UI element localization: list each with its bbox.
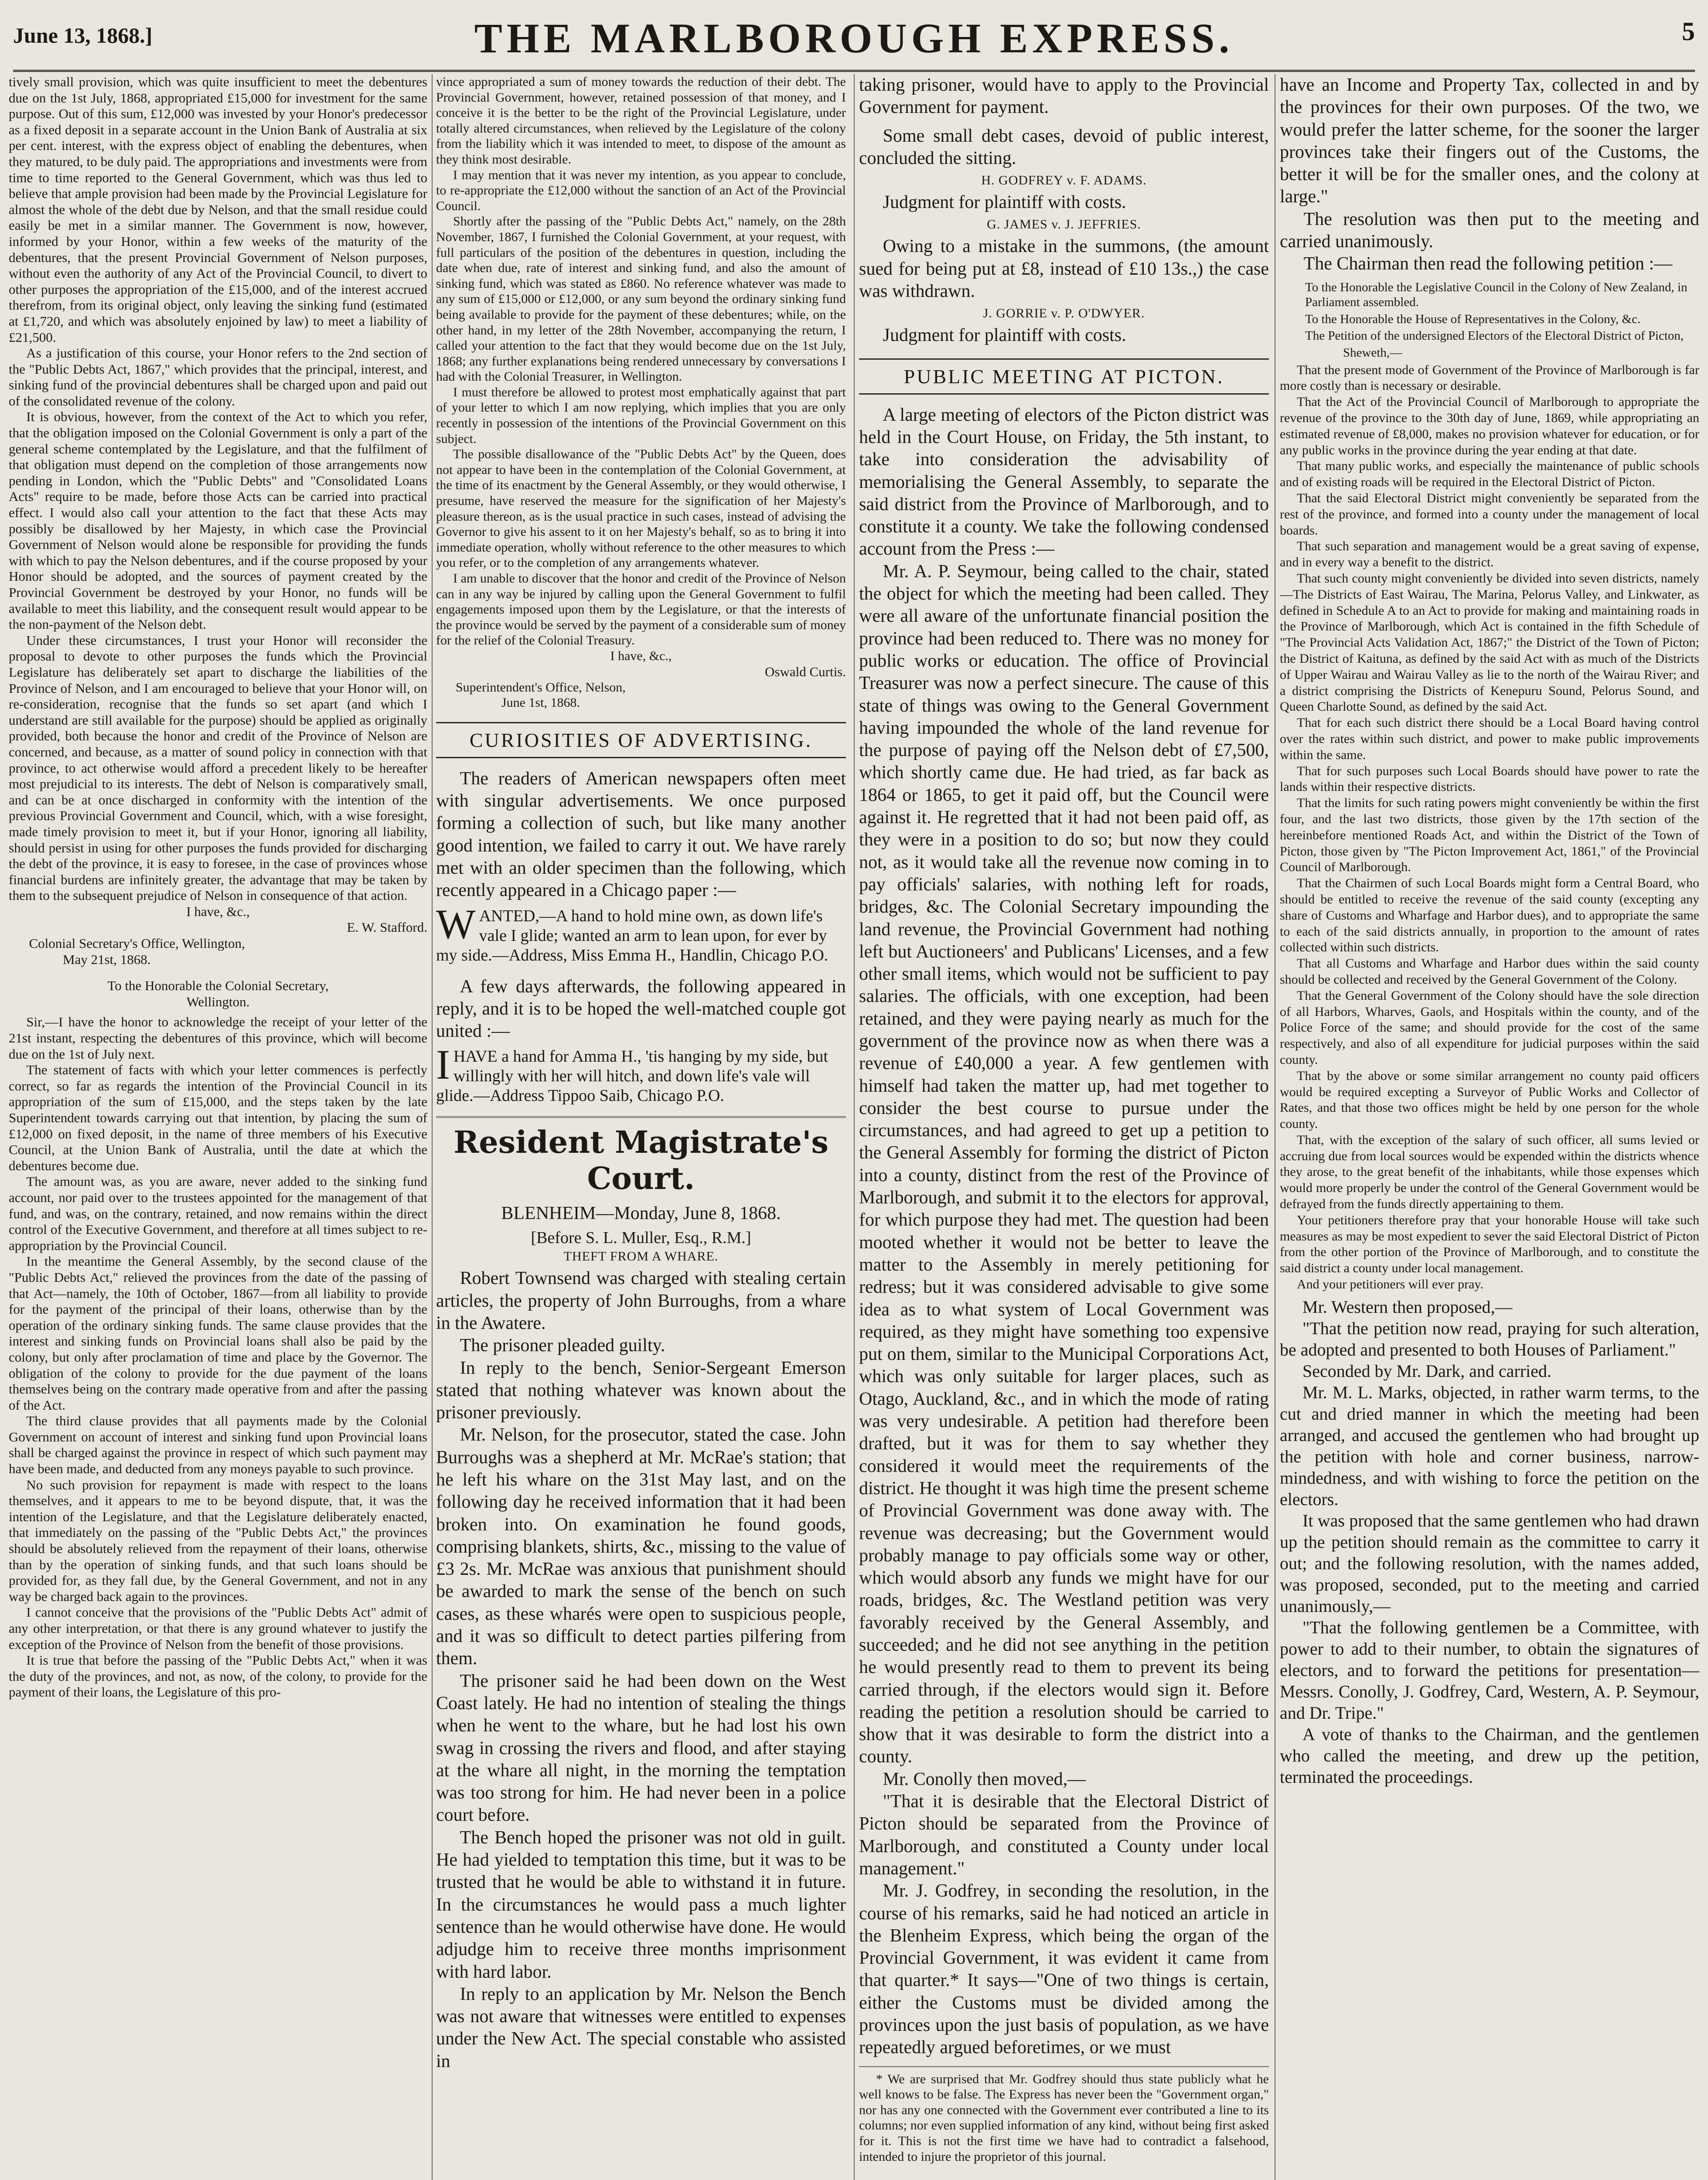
column-4 [1280, 74, 1699, 2180]
addressee-place: Wellington. [186, 994, 250, 1009]
court-date: BLENHEIM—Monday, June 8, 1868. [501, 1203, 781, 1224]
paragraph: I cannot conceive that the provisions of the "Public Debts Act" admit of any other interpretation, or that there is any ground whatever to justify the exception of the Province of Nelson from the benefit of those provisions. [9, 1604, 427, 1652]
letter-signer: Oswald Curtis. [765, 664, 846, 679]
issue-date: June 13, 1868.] [13, 23, 153, 48]
paragraph: The Bench hoped the prisoner was not old in guilt. He had yielded to temptation this time, but it was to be trusted that he would be able to withstand it in future. In the circumstances he would pass a much lighter sentence than he would otherwise have done. He would adjudge him to receive three months imprisonment with hard labor. [436, 1827, 846, 1982]
petition-clause: That the Act of the Provincial Council of Marlborough to appropriate the revenue of the province to the 30th day of June, 1869, while appropriating an estimated revenue of £8,000, makes no provision whatever for education, or for any public works in the province during the year ending at that date. [1280, 395, 1699, 457]
case-title: J. GORRIE v. P. O'DWYER. [983, 306, 1145, 321]
case-title: THEFT FROM A WHARE. [563, 1249, 719, 1264]
paragraph: tively small provision, which was quite insufficient to meet the debentures due on the 1st July, 1868, appropriated £15,000 for investment for the same purpose. Out of this sum, £12,000 was invested by your Honor's predecessor as a fixed deposit in a separate account in the Union Bank of Australia at six per cent. interest, with the express object of enabling the debentures, when they matured, to be duly paid. The appropriations and investments were from time to time reported to the General Government, which was thus led to believe that ample provision had been made by the Provincial Legislature for almost the whole of the debt due by Nelson, and that the small residue could easily be met in a similar manner. The Government is now, however, informed by your Honor, within a few weeks of the maturity of the debentures, that the present Provincial Government of Nelson purposes, without even the authority of any Act of the Provincial Council, to divert to other purposes the appropriation of the £15,000, and of the interest accrued therefrom, from its original object, only leaving the sinking fund (estimated at £1,720, and which was absolutely enjoined by law) to meet a liability of £21,500. [9, 74, 427, 345]
paragraph: A few days afterwards, the following appeared in reply, and it is to be hoped the well-matched couple got united :— [436, 976, 846, 1042]
court-heading: Resident Magistrate's Court. [436, 1116, 846, 1196]
paragraph: Judgment for plaintiff with costs. [883, 325, 1126, 346]
advertisement [436, 1041, 846, 1106]
column-2 [436, 74, 846, 2180]
paragraph: The amount was, as you are aware, never added to the sinking fund account, nor paid over to the trustees appointed for the management of that fund, and was, on the contrary, retained, and now remains within the direct control of the Executive Government, and therefore at all times subject to re-appropriation by the Provincial Council. [9, 1174, 427, 1253]
letter-signer: E. W. Stafford. [347, 920, 427, 935]
paragraph: Under these circumstances, I trust your Honor will reconsider the proposal to devote to other purposes the funds which the Provincial Legislature has deliberately set apart to discharge the liabilities of the Province of Nelson, and I am encouraged to believe that your Honor will, on re-consideration, recognise that the funds so set apart (and which I understand are still available for the purpose) should be applied as originally provided, both because the honor and credit of the Province of Nelson are concerned, and because, as a matter of sound policy in connection with that province, to act otherwise would afford a precedent likely to be hereafter most prejudicial to its interests. The debt of Nelson is comparatively small, and can be at once discharged in conformity with the intention of the previous Provincial Government and Council, which, with a wise foresight, made timely provision to meet it, but if your Honor, ignoring all liability, should persist in using for other purposes the funds provided for discharging the debt of the province, it is easy to foresee, in the case of provinces whose financial burdens are infinitely greater, the advantage that may be taken by them to the subsequent prejudice of Nelson in consequence of that action. [9, 632, 427, 903]
paragraph: The resolution was then put to the meeting and carried unanimously. [1280, 209, 1699, 252]
petition-clause: That by the above or some similar arrangement no county paid officers would be required excepting a Surveyor of Public Works and Collector of Rates, and that those two offices might be held by one person for the whole county. [1280, 1068, 1699, 1131]
paragraph: "That the petition now read, praying for such alteration, be adopted and presented to both Houses of Parliament." [1280, 1318, 1699, 1359]
paragraph: Judgment for plaintiff with costs. [883, 192, 1126, 213]
column-rule [432, 74, 433, 2180]
office-line: Superintendent's Office, Nelson, [456, 680, 626, 695]
court-bench: [Before S. L. Muller, Esq., R.M.] [531, 1228, 751, 1247]
petition-clause: That such county might conveniently be divided into seven districts, namely—The Districts of East Wairau, The Marina, Pelorus Valley, and Linkwater, as defined in Schedule A to an Act to provide for making and maintaining roads in the Province of Marlborough, which Act is contained in the fifth Schedule of "The Provincial Acts Validation Act, 1867;" the District of the Town of Picton; the District of Kaituna, as defined by the said Act with as much of the Districts of Upper Wairau and Wairau Valley as lie to the north of the Wairau River; and a district comprising the Districts of Kenepuru Sound, Pelorus Sound, and Queen Charlotte Sound, as defined by the said Act. [1280, 571, 1699, 714]
paragraph: Some small debt cases, devoid of public interest, concluded the sitting. [859, 126, 1269, 168]
paragraph: The readers of American newspapers often meet with singular advertisements. We once purposed forming a collection of such, but like many another good intention, we failed to carry it out. We have rarely met with an older specimen than the following, which recently appeared in a Chicago paper :— [436, 768, 846, 901]
paragraph: I may mention that it was never my intention, as you appear to conclude, to re-appropriate the £12,000 without the sanction of an Act of the Provincial Council. [436, 167, 846, 213]
paragraph: Seconded by Mr. Dark, and carried. [1302, 1361, 1551, 1381]
petition-clause: That for such purposes such Local Boards should have power to rate the lands within their respective districts. [1280, 763, 1699, 794]
paragraph: Mr. A. P. Seymour, being called to the chair, stated the object for which the meeting had been called. They were all aware of the unfortunate financial position the province had been reduced to. There was no money for public works or education. The office of Provincial Treasurer was now a perfect sinecure. The cause of this state of things was owing to the General Government having impounded the whole of the land revenue for the purpose of paying off the Nelson debt of £7,500, which shortly came due. He had tried, as far back as 1864 or 1865, to get it paid off, but the Council were against it. He regretted that it had not been paid off, as they were in a position to do so; but now they could not, as it would take all the revenue now coming in to pay officials' salaries, with nothing left for roads, bridges, &c. The Colonial Secretary impounding the land revenue, the Provincial Government had nothing left but Auctioneers' and Publicans' Licenses, and a few other small items, which would not be sufficient to pay salaries. The officials, with one exception, had been retained, and they were paying nearly as much for the government of the province now as when there was a revenue of £40,000 a year. A few gentlemen with himself had taken the matter up, had met together to consider the best course to pursue under the circumstances, and had agreed to get up a petition to the General Assembly for forming the district of Picton into a county, distinct from the rest of the Province of Marlborough, and submit it to the electors for approval, for which purpose they had met. The question had been mooted whether it would not be better to leave the matter to the Assembly in merely petitioning for redress; but it was considered advisable to give some idea as to what system of Local Government was required, as they might have something too expensive put on them, similar to the Municipal Corporations Act, which was only suitable for larger places, such as Otago, Auckland, &c., and in which the mode of rating was very undesirable. A petition had therefore been drafted, but it was for them to say whether they considered it would meet the requirements of the district. He thought it was high time the present scheme of Provincial Government was done away with. The revenue was decreasing; but the Government would probably manage to pay officials some way or other, which would absorb any funds we might have for our roads, bridges, &c. The Westland petition was very favorably received by the General Assembly, and succeeded; and he did not see anything in the petition he would presently read to them to prevent its being carried through, if the electors would sign it. Before reading the petition a resolution should be carried to show that it was desirable to form the district into a county. [859, 561, 1269, 1767]
masthead [13, 9, 1695, 72]
paragraph: It is true that before the passing of the "Public Debts Act," when it was the duty of the provinces, and not, as now, of the colony, to provide for the payment of their loans, the Legislature of this pro- [9, 1652, 427, 1700]
petition-clause: Your petitioners therefore pray that your honorable House will take such measures as may be most expedient to sever the said Electoral District of Picton from the other portion of the Province of Marlborough, and to constitute the said district a county under local management. [1280, 1213, 1699, 1276]
petition-clause: That the said Electoral District might conveniently be separated from the rest of the province, and formed into a county under the management of local boards. [1280, 491, 1699, 538]
paragraph: In reply to the bench, Senior-Sergeant Emerson stated that nothing whatever was known about the prisoner previously. [436, 1358, 846, 1423]
petition-clause: That many public works, and especially the maintenance of public schools and of existing roads will be required in the Electoral District of Picton. [1280, 459, 1699, 490]
paragraph: In reply to an application by Mr. Nelson the Bench was not aware that witnesses were entitled to expenses under the New Act. The special constable who assisted in [436, 1984, 846, 2071]
office-date: May 21st, 1868. [63, 951, 151, 967]
paragraph: Mr. Nelson, for the prosecutor, stated the case. John Burroughs was a shepherd at Mr. McRae's station; that he left his whare on the 31st May last, and on the following day he received information that it had been broken into. On examination he found goods, comprising blankets, shirts, &c., missing to the value of £3 2s. Mr. McRae was anxious that punishment should be awarded to mark the sense of the bench on such cases, as these wharés were open to suspicious people, and it was so difficult to detect parties pilfering from them. [436, 1425, 846, 1669]
paragraph: In the meantime the General Assembly, by the second clause of the "Public Debts Act," relieved the provinces from the date of the passing of that Act—namely, the 10th of October, 1867—from all liability to provide for the payment of the principal of their loans, otherwise than by the operation of the ordinary sinking funds. The same clause provides that the interest and sinking funds on Provincial loans shall also be paid by the colony, but only after proclamation of time and place by the Governor. The obligation of the colony to provide for the due payment of the loans themselves being on the contrary made operative from and after the passing of the Act. [9, 1254, 427, 1413]
petition-clause: And your petitioners will ever pray. [1297, 1277, 1483, 1292]
paragraph: Mr. M. L. Marks, objected, in rather warm terms, to the cut and dried manner in which the meeting had been arranged, and accused the gentlemen who had brought up the petition with hole and corner business, narrow-mindedness, and with wishing to force the petition on the electors. [1280, 1382, 1699, 1509]
letter-closing: I have, &c., [610, 648, 672, 663]
paragraph: Mr. J. Godfrey, in seconding the resolution, in the course of his remarks, said he had noticed an article in the Blenheim Express, which being the organ of the Provincial Government, it was evident it came from that quarter.* It says—"One of two things is certain, either the Customs must be divided among the provinces upon the just basis of population, as we have repeatedly argued beforetimes, or we must [859, 1881, 1269, 2058]
paragraph: I am unable to discover that the honor and credit of the Province of Nelson can in any way be injured by calling upon the General Government to fulfil engagements imposed upon them by the Legislature, or that the interests of the province would be served by the payment of a considerable sum of money for the relief of the Colonial Treasury. [436, 571, 846, 648]
paragraph: A vote of thanks to the Chairman, and the gentlemen who called the meeting, and drew up the petition, terminated the proceedings. [1280, 1724, 1699, 1787]
paragraph: Mr. Conolly then moved,— [883, 1769, 1086, 1789]
petition-clause: That the limits for such rating powers might conveniently be within the first four, and the last two districts, those given by the 17th section of the hereinbefore mentioned Roads Act, and within the District of the Town of Picton, those given by "The Picton Improvement Act, 1861," of the Provincial Council of Marlborough. [1280, 796, 1699, 875]
paragraph: The prisoner said he had been down on the West Coast lately. He had no intention of stealing the things when he went to the whare, but he had lost his own swag in crossing the rivers and flood, and after staying at the whare all night, in the morning the temptation was too strong for him. He had never been in a police court before. [436, 1671, 846, 1826]
paragraph: Owing to a mistake in the summons, (the amount sued for being put at £8, instead of £10 13s.,) the case was withdrawn. [859, 236, 1269, 302]
paragraph: Shortly after the passing of the "Public Debts Act," namely, on the 28th November, 1867, I furnished the Colonial Government, at your request, with full particulars of the position of the debentures in question, including the date when due, rate of interest and sinking fund, and also the amount of sinking fund, which was stated as £860. No reference whatever was made to any sum of £15,000 or £12,000, or any sum beyond the ordinary sinking fund being available to provide for the payment of these debentures; while, on the other hand, in my letter of the 28th November, accompanying the return, I called your attention to the fact that they would become due on the 1st July, 1868; any further explanations being rendered unnecessary by conversations I had with the Colonial Treasurer, in Wellington. [436, 214, 846, 384]
paragraph: The statement of facts with which your letter commences is perfectly correct, so far as regards the intention of the Provincial Council in its appropriation of the sum of £15,000, and the steps taken by the late Superintendent towards carrying out that intention, by placing the sum of £12,000 on fixed deposit, in the name of three members of his Executive Council, at the Union Bank of Australia, until the date at which the debentures become due. [9, 1062, 427, 1173]
petition-addressee: The Petition of the undersigned Electors of the Electoral District of Picton, [1305, 329, 1684, 343]
column-3 [859, 74, 1269, 2180]
petition-clause: That for each such district there should be a Local Board having control over the rates within such district, and power to make public improvements within the same. [1280, 715, 1699, 762]
column-1 [9, 74, 427, 2180]
page-number: 5 [1682, 17, 1695, 46]
petition-clause: That the Chairmen of such Local Boards might form a Central Board, who should be entitled to receive the revenue of the said county (excepting any share of Customs and Wharfage and Harbor dues), and to appropriate the same to each of the said districts annually, in proportion to the amount of rates collected within such districts. [1280, 876, 1699, 955]
paragraph: A large meeting of electors of the Picton district was held in the Court House, on Friday, the 5th instant, to take into consideration the advisability of memorialising the General Assembly, to separate the said district from the Province of Marlborough, and to constitute it a county. We take the following condensed account from the Press :— [859, 405, 1269, 559]
petition-clause: That such separation and management would be a great saving of expense, and in every way a benefit to the district. [1280, 539, 1699, 570]
office-line: Colonial Secretary's Office, Wellington, [29, 936, 245, 951]
newspaper-title: THE MARLBOROUGH EXPRESS. [474, 15, 1234, 61]
petition-clause: That all Customs and Wharfage and Harbor dues within the said county should be collected and received by the General Government of the Colony. [1280, 956, 1699, 987]
advertisement-text: ANTED,—A hand to hold mine own, as down life's vale I glide; wanted an arm to lean upon, for ever by my side.—Address, Miss Emma H., Handlin, Chicago P.O. [436, 906, 828, 964]
petition-addressee: To the Honorable the Legislative Council in the Colony of New Zealand, in Parliament assembled. [1305, 280, 1688, 310]
paragraph: "That the following gentlemen be a Committee, with power to add to their number, to obtain the signatures of electors, and to forward the petitions for presentation—Messrs. Conolly, J. Godfrey, Card, Western, A. P. Seymour, and Dr. Tripe." [1280, 1617, 1699, 1723]
paragraph: The possible disallowance of the "Public Debts Act" by the Queen, does not appear to have been in the contemplation of the Colonial Government, at the time of its enactment by the General Assembly, or they would otherwise, I presume, have reserved the measure for the signification of her Majesty's pleasure thereon, as is the usual practice in such cases, instead of advising the Governor to give his assent to it on her Majesty's behalf, so as to bring it into immediate operation, wholly without reference to the other measures to which you refer, or to the completion of any arrangements whatever. [436, 447, 846, 570]
paragraph: The prisoner pleaded guilty. [460, 1335, 665, 1356]
paragraph: Robert Townsend was charged with stealing certain articles, the property of John Burroughs, from a whare in the Awatere. [436, 1268, 846, 1333]
drop-cap: W [436, 900, 476, 947]
petition-sheweth: Sheweth,— [1343, 346, 1403, 360]
petition-clause: That, with the exception of the salary of such officer, all sums levied or accruing due from local sources would be expended within the districts whence they arose, to the great benefit of the inhabitants, while those expenses which would more properly be under the control of the General Government would be defrayed from the funds directly appertaining to them. [1280, 1132, 1699, 1212]
paragraph: It was proposed that the same gentlemen who had drawn up the petition should remain as the committee to carry it out; and the following resolution, with the names added, was proposed, seconded, put to the meeting and carried unanimously,— [1280, 1510, 1699, 1616]
section-heading: CURIOSITIES OF ADVERTISING. [436, 722, 846, 758]
section-heading: PUBLIC MEETING AT PICTON. [859, 358, 1269, 395]
petition-addressee: To the Honorable the House of Representatives in the Colony, &c. [1305, 312, 1641, 326]
case-title: H. GODFREY v. F. ADAMS. [981, 173, 1147, 188]
paragraph: It is obvious, however, from the context of the Act to which you refer, that the obligation imposed on the Colonial Government is only a part of the general scheme contemplated by the Legislature, and that the fulfilment of that obligation must depend on the completion of those arrangements now pending in London, which the "Public Debts" and "Consolidated Loans Acts" require to be made, before those Acts can be carried into practical effect. I would also call your attention to the fact that these Acts may possibly be disallowed by her Majesty, in which case the Provincial Government of Nelson would alone be responsible for providing the funds with which to pay the Nelson debentures, and if the course proposed by your Honor should be adopted, and the sources of payment created by the Provincial Government be destroyed by your Honor, no funds will be available to meet this liability, and the consequent result would appear to be the non-payment of the Nelson debt. [9, 409, 427, 632]
paragraph: As a justification of this course, your Honor refers to the 2nd section of the "Public Debts Act, 1867," which provides that the principal, interest, and sinking fund of the provincial debentures shall be charged upon and paid out of the consolidated revenue of the colony. [9, 345, 427, 409]
paragraph: The Chairman then read the following petition :— [1303, 254, 1673, 274]
paragraph: No such provision for repayment is made with respect to the loans themselves, and it appears to me to be beyond dispute, that, it was the intention of the Legislature, and that the Legislature deliberately enacted, that immediately on the passing of the "Public Debts Act," the provinces should be absolutely relieved from the repayment of their loans, otherwise than by the operation of sinking funds, and that such loans should be provided for, as they fall due, by the General Government, and not in any way be charged back again to the provinces. [9, 1477, 427, 1604]
footnote: * We are surprised that Mr. Godfrey should thus state publicly what he well knows to be false. The Express has never been the "Government organ," nor has any one connected with the Government ever contributed a line to its columns; nor even supplied information of any kind, without being first asked for it. This is not the first time we have had to contradict a falsehood, intended to injure the proprietor of this journal. [859, 2066, 1269, 2165]
paragraph: taking prisoner, would have to apply to the Provincial Government for payment. [859, 75, 1269, 118]
addressee: To the Honorable the Colonial Secretary, [107, 978, 329, 994]
case-title: G. JAMES v. J. JEFFRIES. [987, 217, 1141, 232]
paragraph: vince appropriated a sum of money towards the reduction of their debt. The Provincial Government, however, retained possession of that money, and I conceive it is the better to be the right of the Provincial Legislature, under totally altered circumstances, when relieved by the Legislature of the colony from the liability which it was intended to meet, to dispose of the amount as they think most desirable. [436, 75, 846, 167]
petition-clause: That the present mode of Government of the Province of Marlborough is far more costly than is necessary or desirable. [1280, 362, 1699, 393]
petition-clause: That the General Government of the Colony should have the sole direction of all Harbors, Wharves, Gaols, and Hospitals within the county, and of the Police Force of the same; and should provide for the cost of the same respectively, and also of all expenditure for judicial purposes within the said county. [1280, 988, 1699, 1067]
paragraph: I must therefore be allowed to protest most emphatically against that part of your letter to which I am now replying, which implies that you are only recently in possession of the intentions of the Provincial Government on this subject. [436, 385, 846, 446]
office-date: June 1st, 1868. [501, 695, 580, 710]
paragraph: "That it is desirable that the Electoral District of Picton should be separated from the Province of Marlborough, and constituted a County under local management." [859, 1792, 1269, 1879]
column-rule [854, 74, 855, 2180]
paragraph: have an Income and Property Tax, collected in and by the provinces for their own purposes. Of the two, we would prefer the latter scheme, for the sooner the larger provinces take their fingers out of the Customs, the better it will be for the smaller ones, and the colony at large." [1280, 75, 1699, 207]
advertisement [436, 900, 846, 965]
paragraph: Sir,—I have the honor to acknowledge the receipt of your letter of the 21st instant, respecting the debentures of this province, which will become due on the 1st of July next. [9, 1014, 427, 1062]
paragraph: The third clause provides that all payments made by the Colonial Government on account of interest and sinking fund upon Provincial loans shall be charged against the province in respect of which such payment may have been made, and deducted from any moneys payable to such province. [9, 1413, 427, 1477]
letter-closing: I have, &c., [186, 903, 250, 919]
paragraph: Mr. Western then proposed,— [1302, 1297, 1513, 1317]
drop-cap: I [436, 1041, 450, 1088]
advertisement-text: HAVE a hand for Amma H., 'tis hanging by my side, but willingly with her will hitch, and down life's vale will glide.—Address Tippoo Saib, Chicago P.O. [436, 1047, 828, 1105]
